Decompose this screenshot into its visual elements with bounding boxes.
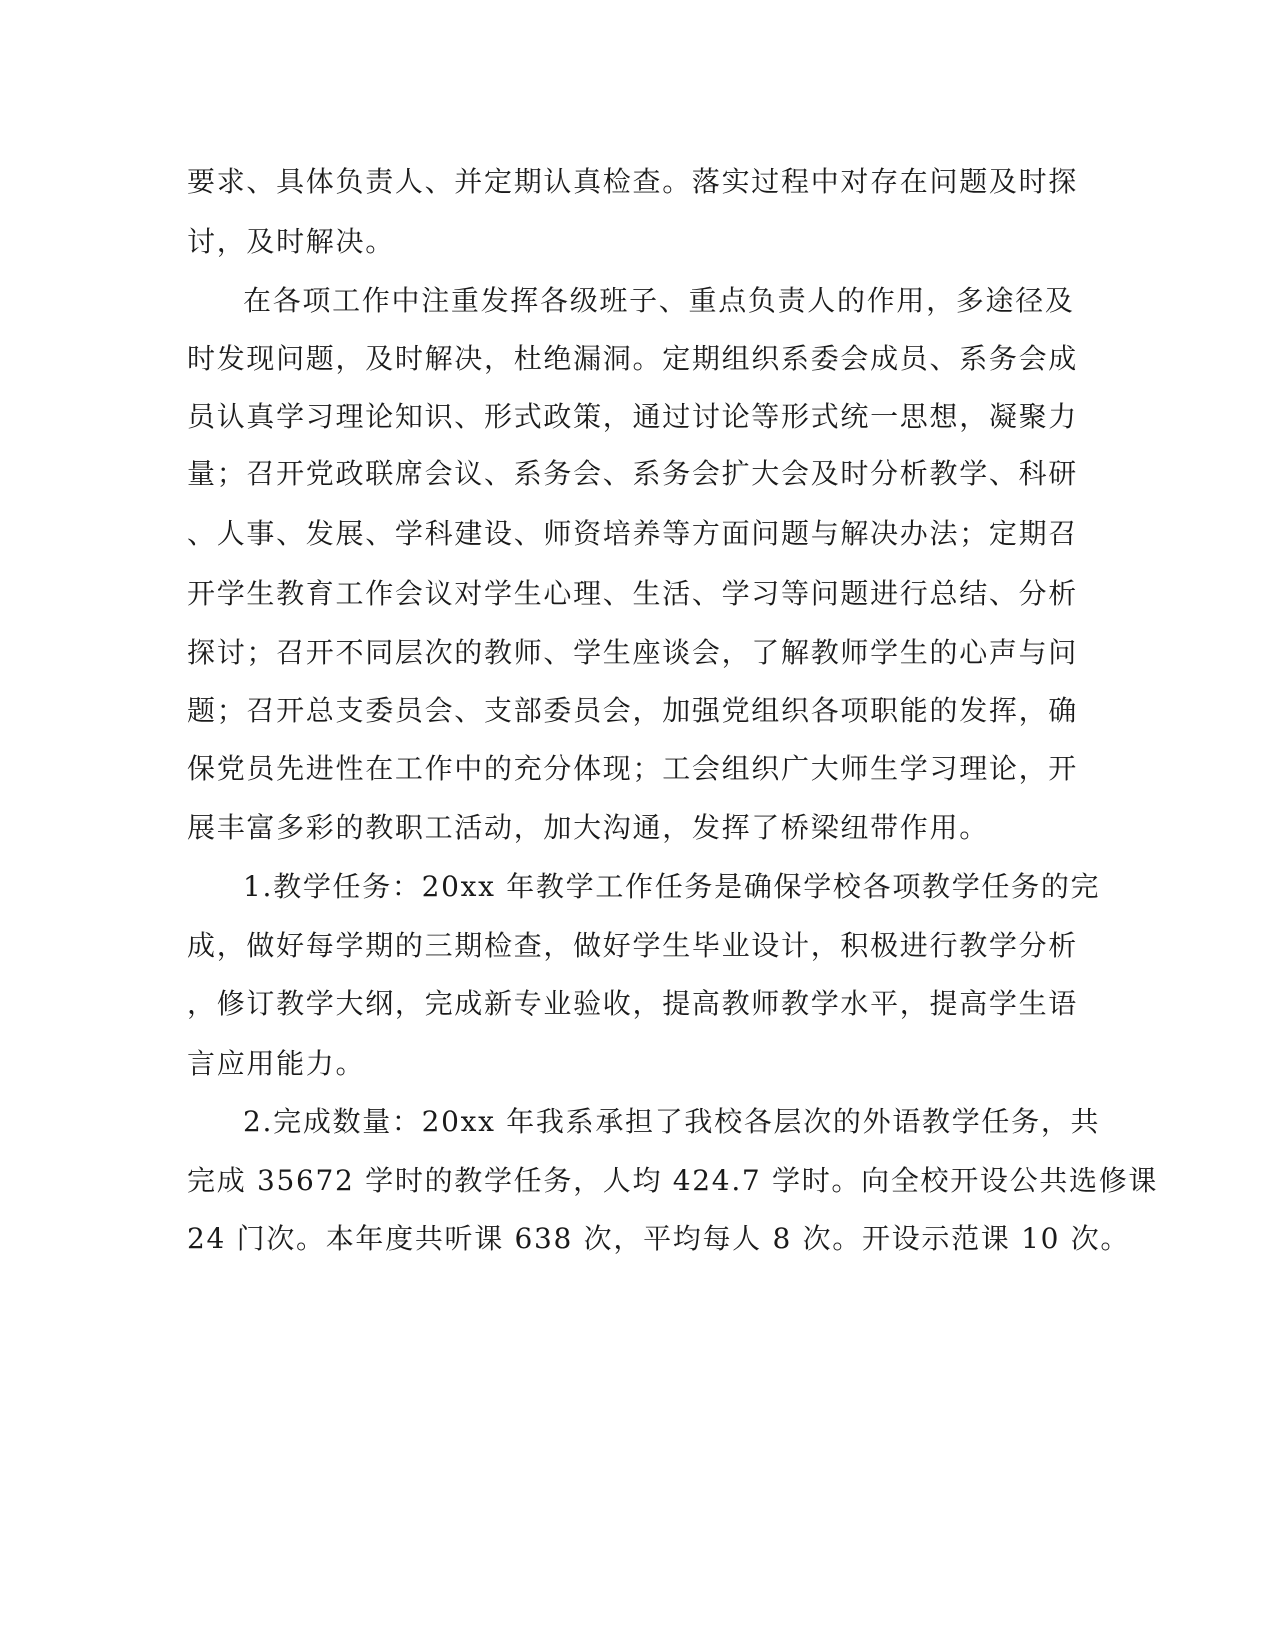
paragraph-start-line: 1.教学任务：20xx 年教学工作任务是确保学校各项教学任务的完 — [243, 870, 1101, 903]
text-line: 24 门次。本年度共听课 638 次，平均每人 8 次。开设示范课 10 次。 — [187, 1222, 1131, 1255]
text-line: 开学生教育工作会议对学生心理、生活、学习等问题进行总结、分析 — [187, 577, 1079, 610]
text-line: 题；召开总支委员会、支部委员会，加强党组织各项职能的发挥，确 — [187, 694, 1079, 727]
paragraph-start-line: 在各项工作中注重发挥各级班子、重点负责人的作用，多途径及 — [243, 284, 1075, 317]
text-line: 讨，及时解决。 — [187, 225, 395, 258]
text-line: 成，做好每学期的三期检查，做好学生毕业设计，积极进行教学分析 — [187, 929, 1079, 962]
text-line: 言应用能力。 — [187, 1047, 366, 1080]
text-line: 探讨；召开不同层次的教师、学生座谈会，了解教师学生的心声与问 — [187, 636, 1079, 669]
text-line: 员认真学习理论知识、形式政策，通过讨论等形式统一思想，凝聚力 — [187, 400, 1079, 433]
text-line: 保党员先进性在工作中的充分体现；工会组织广大师生学习理论，开 — [187, 752, 1079, 785]
text-line: ，修订教学大纲，完成新专业验收，提高教师教学水平，提高学生语 — [187, 987, 1079, 1020]
text-line: 要求、具体负责人、并定期认真检查。落实过程中对存在问题及时探 — [187, 165, 1079, 198]
text-line: 、人事、发展、学科建设、师资培养等方面问题与解决办法；定期召 — [187, 517, 1079, 550]
paragraph-start-line: 2.完成数量：20xx 年我系承担了我校各层次的外语教学任务，共 — [243, 1105, 1101, 1138]
text-line: 时发现问题，及时解决，杜绝漏洞。定期组织系委会成员、系务会成 — [187, 342, 1079, 375]
text-line: 完成 35672 学时的教学任务，人均 424.7 学时。向全校开设公共选修课 — [187, 1164, 1159, 1197]
text-line: 展丰富多彩的教职工活动，加大沟通，发挥了桥梁纽带作用。 — [187, 811, 989, 844]
text-line: 量；召开党政联席会议、系务会、系务会扩大会及时分析教学、科研 — [187, 457, 1079, 490]
